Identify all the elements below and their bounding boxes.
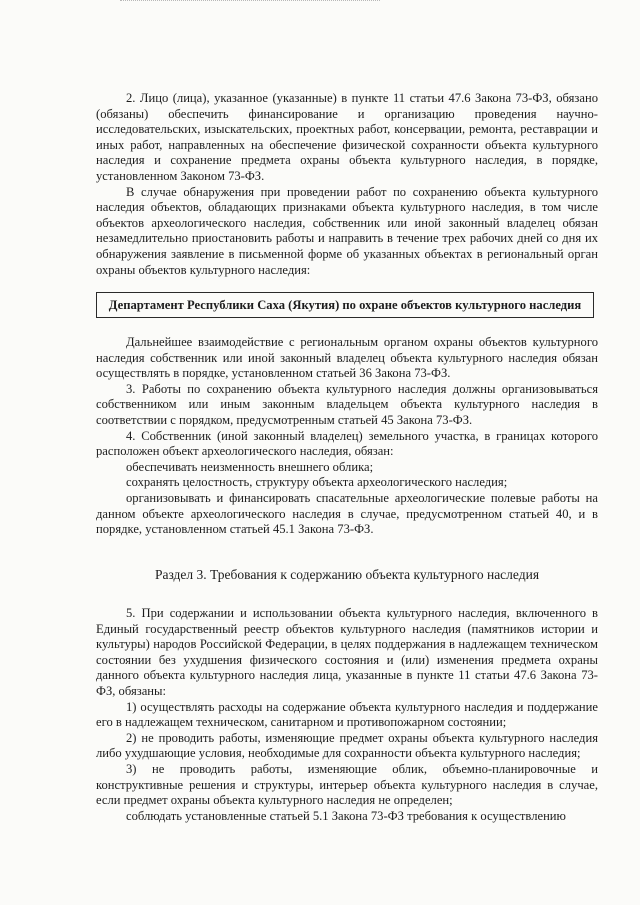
paragraph: обеспечивать неизменность внешнего облика; <box>126 459 374 474</box>
paragraph: 2) не проводить работы, изменяющие предмет охраны объекта культурного наследия либо ухудшающие условия, необходимые для сохранности объекта культурного наследия; <box>96 730 598 761</box>
section-heading: Раздел 3. Требования к содержанию объекта культурного наследия <box>154 567 540 582</box>
text-block-maintenance <box>96 606 598 824</box>
paragraph: 3. Работы по сохранению объекта культурного наследия должны организовываться собственником или иным законным владельцем объекта культурного наследия в соответствии с порядком, предусмотренным статьей 45 Закона 73-ФЗ. <box>96 381 598 427</box>
paragraph: организовывать и финансировать спасательные археологические полевые работы на данном объекте археологического наследия в случае, предусмотренном статьей 40, и в порядке, установленном статьей 45.1 Закона 73-ФЗ. <box>96 490 598 537</box>
paragraph: 4. Собственник (иной законный владелец) земельного участка, в границах которого расположен объект археологического наследия, обязан: <box>96 428 598 459</box>
paragraph: 5. При содержании и использовании объекта культурного наследия, включенного в Единый государственный реестр объектов культурного наследия (памятников истории и культуры) народов Российской Федерации, в целях поддержания в надлежащем техническом состоянии без ухудшения физического состояния и (или) изменения предмета охраны данного объекта культурного наследия лица, указанные в пункте 11 статьи 47.6 Закона 73-ФЗ, обязаны: <box>96 606 598 698</box>
paragraph: 1) осуществлять расходы на содержание объекта культурного наследия и поддержание его в надлежащем техническом, санитарном и противопожарном состоянии; <box>96 699 598 730</box>
paragraph: соблюдать установленные статьей 5.1 Закона 73-ФЗ требования к осуществлению <box>126 808 566 823</box>
text-block-obligations <box>96 91 598 278</box>
authority-box: Департамент Республики Саха (Якутия) по охране объектов культурного наследия <box>96 292 594 318</box>
text-block-interaction <box>96 335 598 538</box>
paragraph: 3) не проводить работы, изменяющие облик, объемно-планировочные и конструктивные решения и структуры, интерьер объекта культурного наследия в случае, если предмет охраны объекта культурного наследия не определен; <box>96 761 598 808</box>
paragraph: сохранять целостность, структуру объекта археологического наследия; <box>126 475 508 490</box>
scan-artifact-line <box>120 0 380 5</box>
paragraph: Дальнейшее взаимодействие с региональным органом охраны объектов культурного наследия собственник или иной законный владелец объекта культурного наследия обязан осуществлять в порядке, установленном статьей 36 Закона 73-ФЗ. <box>96 335 598 381</box>
paragraph: 2. Лицо (лица), указанное (указанные) в пункте 11 статьи 47.6 Закона 73-ФЗ, обязано (обязаны) обеспечить финансирование и организацию проведения научно-исследовательских, изыскательских, проектных работ, консервации, ремонта, реставрации и иных работ, направленных на обеспечение физической сохранности объекта культурного наследия и сохранение предмета охраны объекта культурного наследия, в порядке, установленном Законом 73-ФЗ. <box>96 91 598 183</box>
paragraph: В случае обнаружения при проведении работ по сохранению объекта культурного наследия объектов, обладающих признаками объекта культурного наследия, в том числе объектов археологического наследия, собственник или иной законный владелец обязан незамедлительно приостановить работы и направить в течение трех рабочих дней со дня их обнаружения заявление в письменной форме об указанных объектах в региональный орган охраны объектов культурного наследия: <box>96 184 598 277</box>
